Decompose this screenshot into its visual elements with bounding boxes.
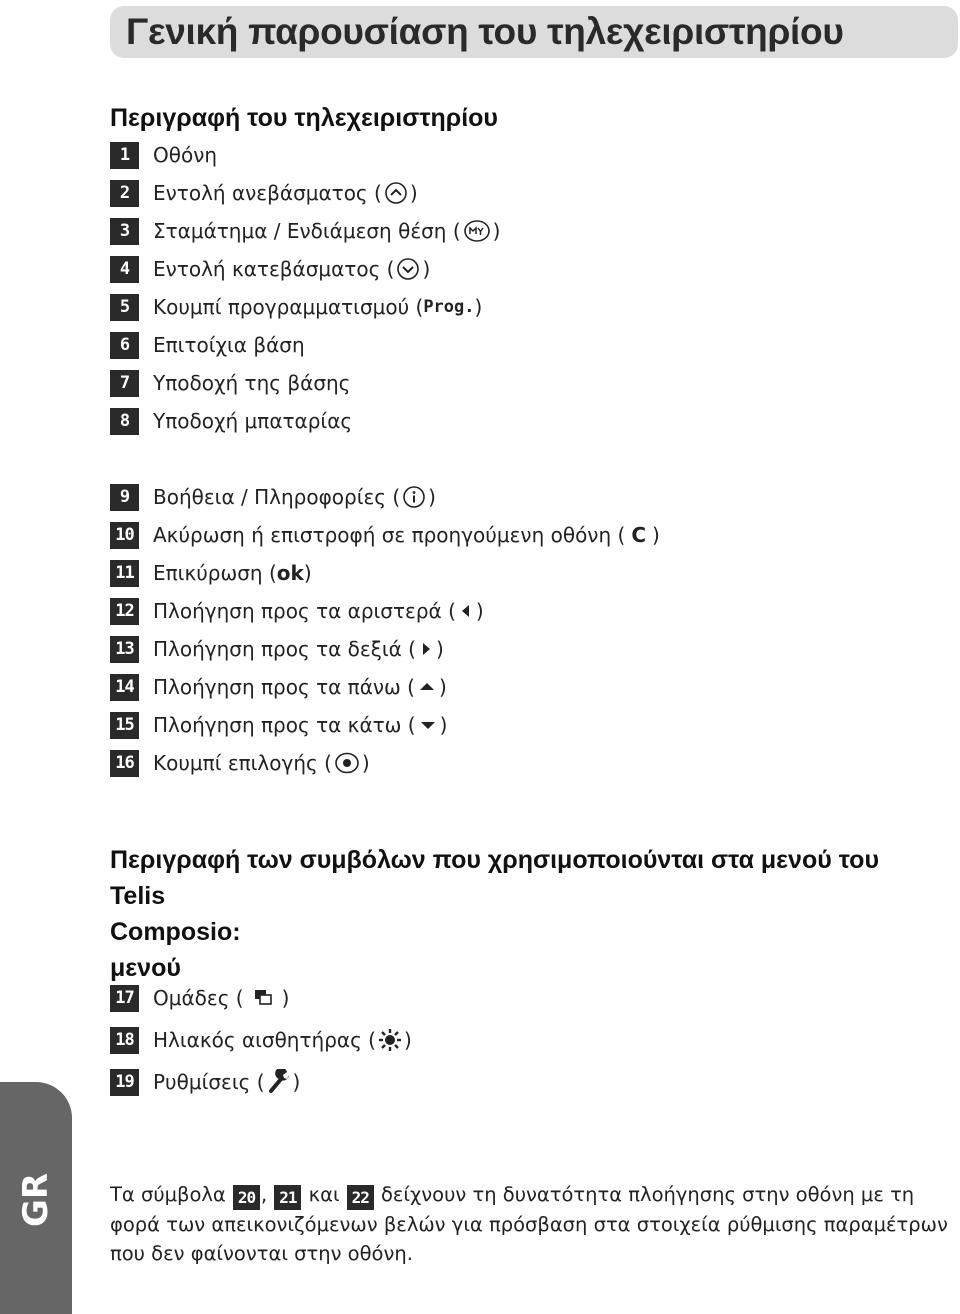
item-label-close: ) xyxy=(438,675,447,699)
my-button-icon xyxy=(463,219,491,243)
ok-key-label: ok xyxy=(276,561,304,585)
footer-text: Τα σύμβολα xyxy=(110,1182,226,1206)
list-item xyxy=(110,174,500,212)
item-label-close: ) xyxy=(281,986,290,1010)
item-label: Ηλιακός αισθητήρας ( xyxy=(153,1028,376,1052)
right-arrow-icon xyxy=(418,639,434,659)
item-label: Πλοήγηση προς τα δεξιά ( xyxy=(153,637,416,661)
select-button-icon xyxy=(334,751,360,775)
item-number: 5 xyxy=(110,294,139,321)
item-label: Ακύρωση ή επιστροφή σε προηγούμενη οθόνη ( xyxy=(153,523,626,547)
footer-paragraph xyxy=(110,1180,958,1268)
item-number: 18 xyxy=(110,1027,139,1054)
item-label: Πλοήγηση προς τα αριστερά ( xyxy=(153,599,456,623)
list-item xyxy=(110,288,500,326)
item-label: Επικύρωση ( xyxy=(153,561,277,585)
item-label: Πλοήγηση προς τα κάτω ( xyxy=(153,713,416,737)
wrench-icon xyxy=(267,1069,291,1095)
item-number: 9 xyxy=(110,484,139,511)
remote-parts-list xyxy=(110,136,500,440)
list-item xyxy=(110,668,660,706)
item-label-close: ) xyxy=(303,561,312,585)
navigation-keys-list xyxy=(110,478,660,782)
item-number: 11 xyxy=(110,560,139,587)
item-number: 12 xyxy=(110,598,139,625)
item-label: Βοήθεια / Πληροφορίες ( xyxy=(153,485,401,509)
list-item xyxy=(110,592,660,630)
item-number: 3 xyxy=(110,218,139,245)
groups-icon xyxy=(252,987,274,1009)
title-bar xyxy=(110,6,958,58)
list-item xyxy=(110,706,660,744)
item-label: Επιτοίχια βάση xyxy=(153,333,305,357)
item-number: 15 xyxy=(110,712,139,739)
page-title: Γενική παρουσίαση του τηλεχειριστηρίου xyxy=(126,11,844,52)
item-label-close: ) xyxy=(428,485,436,509)
item-label: Εντολή κατεβάσματος ( xyxy=(153,257,395,281)
section-heading-menu-symbols xyxy=(110,842,910,986)
item-label-close: ) xyxy=(422,257,431,281)
list-item xyxy=(110,364,500,402)
item-number: 2 xyxy=(110,180,139,207)
list-item xyxy=(110,402,500,440)
item-number: 14 xyxy=(110,674,139,701)
item-label: Ρυθμίσεις ( xyxy=(153,1070,265,1094)
menu-symbols-list xyxy=(110,977,412,1103)
list-item xyxy=(110,744,660,782)
list-item xyxy=(110,1019,412,1061)
info-icon xyxy=(402,485,426,509)
item-label: Κουμπί προγραμματισμού ( xyxy=(153,295,424,319)
list-item xyxy=(110,326,500,364)
down-arrow-icon xyxy=(418,715,438,735)
list-item xyxy=(110,977,412,1019)
item-number: 10 xyxy=(110,522,139,549)
heading-line: Περιγραφή των συμβόλων που χρησιμοποιούνται στα μενού του Telis xyxy=(110,846,880,910)
language-tab-label: GR xyxy=(16,1172,56,1228)
up-arrow-icon xyxy=(417,677,437,697)
list-item xyxy=(110,250,500,288)
item-label: Πλοήγηση προς τα πάνω ( xyxy=(153,675,415,699)
list-item xyxy=(110,516,660,554)
item-label-close: ) xyxy=(361,751,370,775)
list-item xyxy=(110,630,660,668)
left-arrow-icon xyxy=(458,601,474,621)
item-label: Υποδοχή μπαταρίας xyxy=(153,409,353,433)
item-label-close: ) xyxy=(492,219,501,243)
down-chevron-circle-icon xyxy=(396,257,420,281)
item-label-close: ) xyxy=(403,1028,412,1052)
item-label-close: ) xyxy=(439,713,448,737)
item-label: Ομάδες ( xyxy=(153,986,244,1010)
item-number: 21 xyxy=(274,1185,301,1210)
list-item xyxy=(110,478,660,516)
list-item xyxy=(110,212,500,250)
heading-line: Composio: xyxy=(110,918,241,946)
list-item xyxy=(110,1061,412,1103)
heading-line: μενού xyxy=(110,954,181,982)
list-item xyxy=(110,554,660,592)
prog-key-label: Prog. xyxy=(423,297,475,317)
item-label-close: ) xyxy=(474,295,483,319)
item-label: Σταμάτημα / Ενδιάμεση θέση ( xyxy=(153,219,461,243)
list-item xyxy=(110,136,500,174)
item-number: 13 xyxy=(110,636,139,663)
footer-text: , xyxy=(260,1182,268,1206)
item-number: 16 xyxy=(110,750,139,777)
item-number: 7 xyxy=(110,370,139,397)
up-chevron-circle-icon xyxy=(384,181,408,205)
item-number: 8 xyxy=(110,408,139,435)
item-label: Υποδοχή της βάσης xyxy=(153,371,351,395)
item-number: 20 xyxy=(233,1185,260,1210)
item-number: 4 xyxy=(110,256,139,283)
item-number: 6 xyxy=(110,332,139,359)
sun-sensor-icon xyxy=(378,1028,402,1052)
footer-text: δείχνουν τη δυνατότητα πλοήγησης στην οθόνη με τη φορά των απεικονιζόμενων βελών για πρόσβαση στα στοιχεία ρύθμισης παραμέτρων που δεν φαίνονται στην οθόνη. xyxy=(110,1182,948,1265)
item-number: 17 xyxy=(110,985,139,1012)
item-label: Κουμπί επιλογής ( xyxy=(153,751,332,775)
item-label-close: ) xyxy=(652,523,660,547)
item-label-close: ) xyxy=(435,637,444,661)
item-label-close: ) xyxy=(475,599,484,623)
item-number: 1 xyxy=(110,142,139,169)
footer-text: και xyxy=(308,1182,340,1206)
section-heading-remote: Περιγραφή του τηλεχειριστηρίου xyxy=(110,104,498,132)
item-label-close: ) xyxy=(409,181,418,205)
item-number: 19 xyxy=(110,1069,139,1096)
cancel-key-label: C xyxy=(631,523,647,547)
item-label: Οθόνη xyxy=(153,143,218,167)
language-tab xyxy=(0,1082,72,1314)
item-number: 22 xyxy=(347,1185,374,1210)
item-label: Εντολή ανεβάσματος ( xyxy=(153,181,382,205)
item-label-close: ) xyxy=(292,1070,301,1094)
